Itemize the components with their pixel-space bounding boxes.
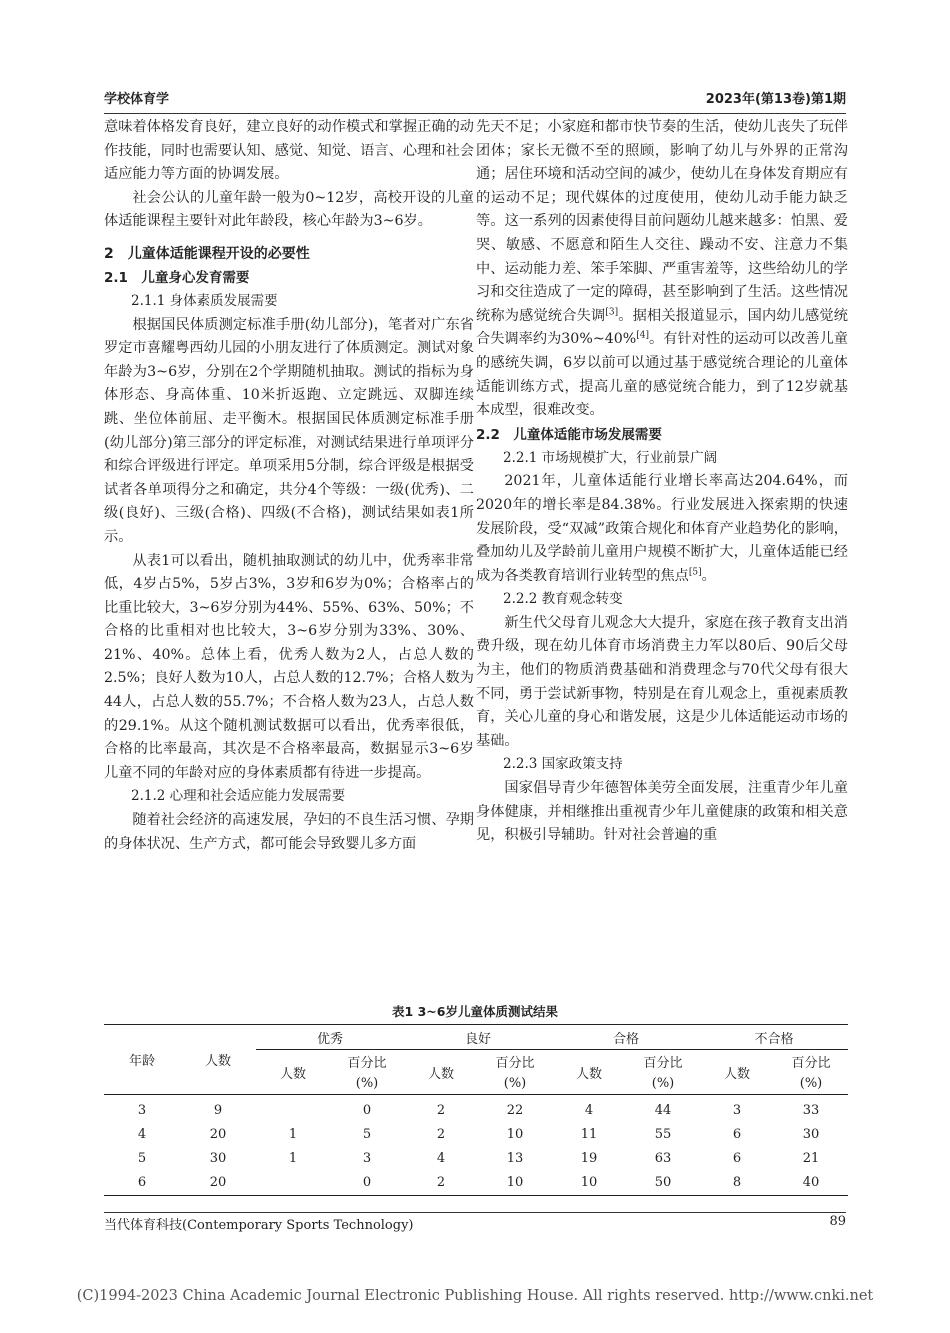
issue-info: 2023年(第13卷)第1期 bbox=[705, 92, 846, 107]
table-cell: 10 bbox=[506, 1127, 524, 1142]
table-cell: 4 bbox=[137, 1127, 147, 1142]
table-cell: 20 bbox=[209, 1127, 227, 1142]
right-column bbox=[476, 116, 848, 848]
paragraph: 从表1可以看出，随机抽取测试的幼儿中，优秀率非常低，4岁占5%，5岁占3%，3岁和6岁为0%；合格率占的比重比较大，3~6岁分别为44%、55%、63%、50%；不合格的比重相对也比较大，3~6岁分别为33%、30%、21%、40%。总体上看，优秀人数为2人，占总人数的2.5%；良好人数为10人，占总人数的12.7%；合格人数为44人，占总人数的55.7%；不合格人数为23人，占总人数的29.1%。从这个随机测试数据可以看出，优秀率很低，合格的比率最高，其次是不合格率最高，数据显示3~6岁儿童不同的年龄对应的身体素质都有待进一步提高。 bbox=[104, 552, 474, 781]
table-cell: 20 bbox=[180, 1171, 256, 1196]
table-cell: 1 bbox=[288, 1151, 298, 1166]
subsubsection-heading: 2.1.1 身体素质发展需要 bbox=[131, 292, 278, 309]
table-cell: 10 bbox=[552, 1171, 626, 1196]
table-cell: 2 bbox=[436, 1127, 446, 1142]
subsection-heading: 2.2 儿童体适能市场发展需要 bbox=[476, 426, 662, 443]
table-cell: 40 bbox=[774, 1171, 848, 1196]
paragraph: 社会公认的儿童年龄一般为0~12岁，高校开设的儿童体适能课程主要针对此年龄段，核心年龄为3~6岁。 bbox=[104, 189, 474, 230]
table-cell: 22 bbox=[506, 1103, 524, 1118]
header-sub-pct-unit: (%) bbox=[626, 1072, 700, 1095]
journal-name: 当代体育科技(Contemporary Sports Technology) bbox=[104, 1218, 414, 1233]
table-cell: 6 bbox=[732, 1127, 742, 1142]
header-age: 年龄 bbox=[104, 1025, 180, 1095]
table-cell: 8 bbox=[700, 1171, 774, 1196]
table-cell: 3 bbox=[362, 1151, 372, 1166]
header-sub-pct-unit: (%) bbox=[478, 1072, 552, 1095]
citation: [5] bbox=[688, 566, 702, 577]
header-sub-pct-unit: (%) bbox=[774, 1072, 848, 1095]
table-cell: 21 bbox=[802, 1151, 820, 1166]
header-sub-pct: 百分比 bbox=[791, 1055, 831, 1071]
table-cell: 63 bbox=[654, 1151, 672, 1166]
subsubsection-heading: 2.2.2 教育观念转变 bbox=[503, 591, 623, 608]
fitness-results-table bbox=[104, 1024, 848, 1196]
table-cell: 55 bbox=[654, 1127, 672, 1142]
table-cell: 13 bbox=[506, 1151, 524, 1166]
table-cell: 10 bbox=[478, 1171, 552, 1196]
header-group-pass: 合格 bbox=[552, 1025, 700, 1050]
subsubsection-heading: 2.2.1 市场规模扩大，行业前景广阔 bbox=[503, 449, 718, 466]
paragraph: 随着社会经济的高速发展，孕妇的不良生活习惯、孕期的身体状况、生产方式，都可能会导致婴儿多方面 bbox=[104, 812, 474, 852]
header-sub-pct: 百分比 bbox=[347, 1055, 387, 1071]
table-cell: 1 bbox=[288, 1127, 298, 1142]
subsubsection-heading: 2.1.2 心理和社会适应能力发展需要 bbox=[131, 788, 346, 805]
table-cell: 50 bbox=[626, 1171, 700, 1196]
table-cell: 0 bbox=[362, 1103, 372, 1118]
paragraph: 新生代父母育儿观念大大提升，家庭在孩子教育支出消费升级，现在幼儿体育市场消费主力军以80后、90后父母为主，他们的物质消费基础和消费理念与70代父母有很大不同，勇于尝试新事物，特别是在育儿观念上，重视素质教育，关心儿童的身心和谐发展，这是少儿体适能运动市场的基础。 bbox=[476, 614, 848, 749]
table-row bbox=[104, 1123, 848, 1147]
table-cell: 2 bbox=[436, 1103, 446, 1118]
header-group-good: 良好 bbox=[404, 1025, 552, 1050]
table-cell: 5 bbox=[137, 1151, 147, 1166]
table-cell: 3 bbox=[137, 1103, 147, 1118]
table-cell: 5 bbox=[362, 1127, 372, 1142]
header-sub-pct: 百分比 bbox=[643, 1055, 683, 1071]
header-rule bbox=[104, 113, 846, 114]
table-cell: 3 bbox=[732, 1103, 742, 1118]
paragraph: 2021年，儿童体适能行业增长率高达204.64%，而2020年的增长率是84.38%。行业发展进入探索期的快速发展阶段，受“双减”政策合规化和体育产业趋势化的影响，叠加幼儿及学龄前儿童用户规模不断扩大，儿童体适能已经成为各类教育培训行业转型的焦点[5]。 bbox=[476, 473, 848, 584]
header-sub-count: 人数 bbox=[700, 1050, 774, 1095]
paragraph: 根据国民体质测定标准手册(幼儿部分)，笔者对广东省罗定市喜耀粤西幼儿园的小朋友进行了体质测定。测试对象年龄为3~6岁，分别在2个学期随机抽取。测试的指标为身体形态、身高体重、10米折返跑、立定跳远、双脚连续跳、坐位体前屈、走平衡木。根据国民体质测定标准手册(幼儿部分)第三部分的评定标准，对测试结果进行单项评分和综合评级进行评定。单项采用5分制，综合评级是根据受试者各单项得分之和确定，共分4个等级：一级(优秀)、二级(良好)、三级(合格)、四级(不合格)，测试结果如表1所示。 bbox=[104, 316, 474, 545]
table-row bbox=[104, 1171, 848, 1196]
table-row bbox=[104, 1095, 848, 1123]
paragraph: 国家倡导青少年德智体美劳全面发展，注重青少年儿童身体健康，并相继推出重视青少年儿童健康的政策和相关意见，积极引导辅助。针对社会普遍的重 bbox=[476, 780, 848, 844]
page-header bbox=[104, 88, 846, 110]
subsection-heading: 2.1 儿童身心发育需要 bbox=[104, 269, 250, 286]
table-cell: 4 bbox=[584, 1103, 594, 1118]
table-cell: 4 bbox=[436, 1151, 446, 1166]
journal-section: 学校体育学 bbox=[104, 92, 170, 107]
table-cell: 30 bbox=[802, 1127, 820, 1142]
header-group-excellent: 优秀 bbox=[256, 1025, 404, 1050]
citation: [4] bbox=[636, 330, 649, 341]
subsubsection-heading: 2.2.3 国家政策支持 bbox=[503, 756, 623, 773]
table-cell: 44 bbox=[654, 1103, 672, 1118]
header-sub-pct: 百分比 bbox=[495, 1055, 535, 1071]
header-sub-pct-unit: (%) bbox=[330, 1072, 404, 1095]
table-cell: 19 bbox=[580, 1151, 598, 1166]
copyright-notice: (C)1994-2023 China Academic Journal Electronic Publishing House. All rights reserved. http://www.cnki.net bbox=[76, 1288, 874, 1304]
header-group-fail: 不合格 bbox=[700, 1025, 848, 1050]
citation: [3] bbox=[605, 307, 619, 318]
table-cell: 0 bbox=[330, 1171, 404, 1196]
table-cell: 33 bbox=[802, 1103, 820, 1118]
header-sub-count: 人数 bbox=[404, 1050, 478, 1095]
table-cell: 11 bbox=[580, 1127, 598, 1142]
page-number: 89 bbox=[829, 1214, 846, 1229]
table-cell: 6 bbox=[104, 1171, 180, 1196]
page-footer bbox=[104, 1214, 846, 1233]
header-count: 人数 bbox=[180, 1025, 256, 1095]
table-cell: 2 bbox=[404, 1171, 478, 1196]
footer-rule bbox=[104, 1212, 846, 1213]
table-cell: 9 bbox=[213, 1103, 223, 1118]
header-sub-count: 人数 bbox=[256, 1050, 330, 1095]
table-row bbox=[104, 1147, 848, 1171]
paragraph: 意味着体格发育良好，建立良好的动作模式和掌握正确的动作技能，同时也需要认知、感觉、知觉、语言、心理和社会适应能力等方面的协调发展。 bbox=[104, 119, 474, 183]
table-cell: 30 bbox=[209, 1151, 227, 1166]
header-sub-count: 人数 bbox=[552, 1050, 626, 1095]
section-heading: 2 儿童体适能课程开设的必要性 bbox=[104, 245, 310, 262]
table-title: 表1 3~6岁儿童体质测试结果 bbox=[392, 1004, 558, 1019]
table-cell bbox=[256, 1171, 330, 1196]
table-cell bbox=[256, 1095, 330, 1123]
paragraph: 先天不足；小家庭和都市快节奏的生活，使幼儿丧失了玩伴团体；家长无微不至的照顾，影响了幼儿与外界的正常沟通；居住环境和活动空间的减少，使幼儿在身体发育期应有的运动不足；现代媒体的过度使用，使幼儿动手能力缺乏等。这一系列的因素使得目前问题幼儿越来越多：怕黑、爱哭、敏感、不愿意和陌生人交往、躁动不安、注意力不集中、运动能力差、笨手笨脚、严重害羞等，这些给幼儿的学习和交往造成了一定的障碍，甚至影响到了生活。这些情况统称为感觉统合失调[3]。据相关报道显示，国内幼儿感觉统合失调率约为30%~40%[4]。有针对性的运动可以改善儿童的感统失调，6岁以前可以通过基于感觉统合理论的儿童体适能训练方式，提高儿童的感觉统合能力，到了12岁就基本成型，很难改变。 bbox=[476, 119, 848, 419]
left-column bbox=[104, 116, 474, 856]
table-cell: 6 bbox=[732, 1151, 742, 1166]
